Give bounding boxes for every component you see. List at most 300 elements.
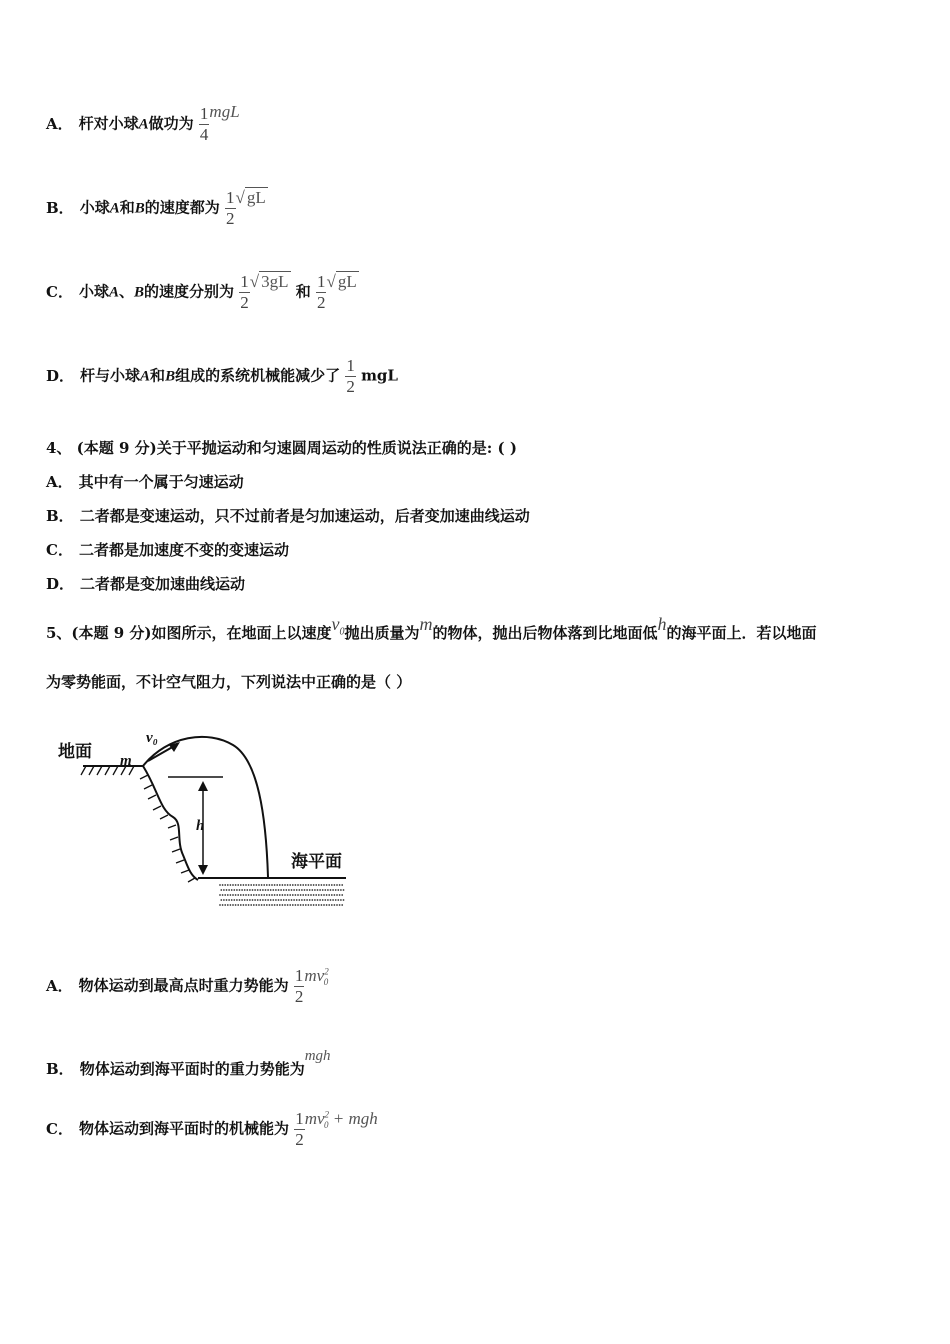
sea-dot — [261, 904, 263, 906]
sea-dot — [232, 894, 234, 896]
sea-dot — [232, 904, 234, 906]
sea-dot — [243, 884, 245, 886]
sea-dot — [291, 899, 293, 901]
sea-dot — [335, 889, 337, 891]
sea-dots — [219, 884, 344, 906]
sea-dot — [302, 884, 304, 886]
sea-dot — [235, 884, 237, 886]
sea-dot — [328, 894, 330, 896]
sea-dot — [308, 904, 310, 906]
sea-dot — [254, 889, 256, 891]
fraction: $\frac{1}{2}$ — [240, 272, 249, 312]
option-text: 小球 — [78, 282, 109, 301]
sea-dot — [287, 894, 289, 896]
sea-dot — [318, 884, 320, 886]
sea-dot — [266, 884, 268, 886]
fraction: $\frac{1}{4}$ — [199, 104, 209, 144]
sea-dot — [224, 904, 226, 906]
sea-dot — [232, 884, 234, 886]
q4-option-d: D． 二者都是变加速曲线运动 — [46, 575, 246, 593]
sea-dot — [254, 899, 256, 901]
sea-dot — [289, 904, 291, 906]
sea-dot — [230, 904, 232, 906]
sea-dot — [248, 894, 250, 896]
sea-dot — [276, 884, 278, 886]
sea-dot — [246, 889, 248, 891]
option-text: 和 — [150, 366, 166, 385]
sea-dot — [304, 899, 306, 901]
mass-symbol: m — [419, 614, 433, 634]
sea-dot — [271, 894, 273, 896]
sea-dot — [331, 894, 333, 896]
sea-dot — [308, 884, 310, 886]
sea-dot — [285, 889, 287, 891]
sea-dot — [271, 884, 273, 886]
q5-option-a: A． 物体运动到最高点时重力势能为 $\frac{1}{2}$ $mv^2_0$ — [46, 965, 329, 1006]
sea-dot — [220, 889, 222, 891]
sea-dot — [239, 899, 241, 901]
sea-dot — [328, 884, 330, 886]
sea-dot — [288, 889, 290, 891]
sea-dot — [272, 899, 274, 901]
sea-dot — [297, 884, 299, 886]
sea-dot — [305, 884, 307, 886]
sea-dot — [282, 904, 284, 906]
q4-stem: 4、 (本题 9 分)关于平抛运动和匀速圆周运动的性质说法正确的是: ( ) — [46, 439, 517, 457]
sea-dot — [289, 884, 291, 886]
math-expr: $mv^2_0$ + mgh — [304, 1108, 378, 1130]
sea-dot — [237, 884, 239, 886]
sea-dot — [326, 904, 328, 906]
sea-dot — [248, 884, 250, 886]
sea-dot — [227, 904, 229, 906]
sea-dot — [324, 889, 326, 891]
sea-dot — [337, 889, 339, 891]
q4-option-a: A． 其中有一个属于匀速运动 — [46, 473, 244, 491]
sea-dot — [266, 894, 268, 896]
sea-dot — [258, 894, 260, 896]
option-label: B． — [46, 198, 74, 217]
sea-dot — [243, 904, 245, 906]
sea-dot — [305, 894, 307, 896]
sea-dot — [240, 894, 242, 896]
sea-dot — [249, 899, 251, 901]
sea-dot — [319, 889, 321, 891]
sea-dot — [262, 889, 264, 891]
sea-dot — [252, 889, 254, 891]
sea-dot — [226, 889, 228, 891]
sea-dot — [314, 889, 316, 891]
sea-dot — [256, 894, 258, 896]
sea-dot — [240, 884, 242, 886]
sea-dot — [278, 889, 280, 891]
sea-dot — [339, 904, 341, 906]
sea-dot — [323, 884, 325, 886]
sea-dot — [275, 899, 277, 901]
sea-dot — [293, 889, 295, 891]
sea-dot — [341, 894, 343, 896]
sea-dot — [219, 904, 221, 906]
q4-option-c: C． 二者都是加速度不变的变速运动 — [46, 541, 289, 559]
var-a: A — [140, 368, 151, 385]
sea-dot — [280, 889, 282, 891]
sea-dot — [309, 899, 311, 901]
sea-dot — [252, 899, 254, 901]
fraction: $\frac{1}{2}$ — [295, 1109, 304, 1149]
sea-dot — [282, 894, 284, 896]
sea-dot — [306, 899, 308, 901]
sea-dot — [339, 894, 341, 896]
sea-dot — [308, 894, 310, 896]
cliff-face — [143, 766, 198, 880]
sea-dot — [263, 904, 265, 906]
sea-dot — [249, 889, 251, 891]
sea-dot — [276, 904, 278, 906]
var-a: A — [109, 200, 120, 217]
option-label: C． — [46, 282, 73, 301]
mass-label: m — [120, 753, 132, 769]
sea-label: 海平面 — [291, 852, 342, 872]
sea-dot — [228, 889, 230, 891]
sea-dot — [318, 904, 320, 906]
sea-dot — [258, 904, 260, 906]
sea-dot — [324, 899, 326, 901]
sea-dot — [253, 894, 255, 896]
sea-dot — [302, 894, 304, 896]
sea-dot — [230, 884, 232, 886]
sea-dot — [259, 899, 261, 901]
sea-dot — [341, 884, 343, 886]
fraction: $\frac{1}{2}$ — [316, 272, 326, 312]
sea-dot — [250, 894, 252, 896]
sea-dot — [337, 899, 339, 901]
sea-dot — [334, 884, 336, 886]
sea-dot — [272, 889, 274, 891]
sea-dot — [236, 899, 238, 901]
sea-dot — [300, 904, 302, 906]
sea-dot — [263, 884, 265, 886]
sea-dot — [339, 884, 341, 886]
q5-option-c: C． 物体运动到海平面时的机械能为 $\frac{1}{2}$ $mv^2_0$ + mgh — [46, 1108, 378, 1149]
sea-dot — [275, 889, 277, 891]
sea-dot — [274, 884, 276, 886]
sea-dot — [334, 894, 336, 896]
sea-dot — [289, 894, 291, 896]
sea-dot — [258, 884, 260, 886]
sea-dot — [296, 889, 298, 891]
sea-dot — [304, 889, 306, 891]
sea-dot — [282, 884, 284, 886]
sea-dot — [261, 884, 263, 886]
height-symbol: h — [657, 614, 667, 634]
sea-dot — [267, 899, 269, 901]
sea-dot — [319, 899, 321, 901]
sea-dot — [245, 904, 247, 906]
sea-dot — [241, 899, 243, 901]
sea-dot — [262, 899, 264, 901]
sea-dot — [222, 884, 224, 886]
var-b: B — [165, 368, 176, 385]
sea-dot — [292, 894, 294, 896]
sea-dot — [248, 904, 250, 906]
option-text: 和 — [295, 282, 311, 301]
sea-dot — [270, 899, 272, 901]
option-label: D． — [46, 366, 75, 385]
sea-dot — [291, 889, 293, 891]
option-text: 杆与小球 — [80, 366, 141, 385]
sea-dot — [278, 899, 280, 901]
sea-dot — [269, 904, 271, 906]
velocity-label: v₀ — [146, 730, 158, 746]
sea-dot — [227, 884, 229, 886]
sea-dot — [317, 899, 319, 901]
sea-dot — [296, 899, 298, 901]
option-text: 的速度分别为 — [144, 282, 235, 301]
sea-dot — [235, 894, 237, 896]
q5-stem-line2: 为零势能面，不计空气阻力，下列说法中正确的是（ ） — [46, 673, 412, 691]
sea-dot — [279, 884, 281, 886]
sea-dot — [331, 884, 333, 886]
sea-dot — [261, 894, 263, 896]
sea-dot — [237, 904, 239, 906]
sea-dot — [285, 899, 287, 901]
sea-dot — [301, 899, 303, 901]
sea-dot — [310, 894, 312, 896]
sea-dot — [250, 904, 252, 906]
sea-dot — [305, 904, 307, 906]
q5-option-b: B． 物体运动到海平面时的重力势能为mgh — [46, 1048, 331, 1078]
sea-dot — [228, 899, 230, 901]
sqrt-expr: √ gL — [235, 187, 266, 207]
sea-dot — [257, 899, 259, 901]
sea-dot — [292, 884, 294, 886]
sea-dot — [283, 889, 285, 891]
cliff-projectile-figure — [48, 705, 358, 940]
sea-dot — [334, 904, 336, 906]
option-text: 杆对小球 — [78, 114, 139, 133]
sea-dot — [227, 894, 229, 896]
sea-dot — [253, 884, 255, 886]
sea-dot — [271, 904, 273, 906]
sea-dot — [276, 894, 278, 896]
var-b: B — [134, 284, 145, 301]
sea-dot — [274, 894, 276, 896]
sea-dot — [269, 884, 271, 886]
sea-dot — [295, 884, 297, 886]
sea-dot — [239, 889, 241, 891]
sea-dot — [287, 884, 289, 886]
fraction: $\frac{1}{2}$ — [226, 188, 235, 228]
sea-dot — [233, 889, 235, 891]
sea-dot — [295, 894, 297, 896]
sea-dot — [306, 889, 308, 891]
math-expr: $mv^2_0$ — [304, 965, 329, 987]
sea-dot — [311, 889, 313, 891]
sea-dot — [302, 904, 304, 906]
sea-dot — [340, 899, 342, 901]
sea-dot — [336, 894, 338, 896]
var-a: A — [138, 116, 149, 133]
sea-dot — [266, 904, 268, 906]
sea-dot — [223, 889, 225, 891]
sea-dot — [300, 884, 302, 886]
sea-dot — [253, 904, 255, 906]
sea-dot — [224, 894, 226, 896]
sea-dot — [284, 904, 286, 906]
sea-dot — [256, 884, 258, 886]
q3-option-d — [46, 356, 398, 397]
sea-dot — [220, 899, 222, 901]
sea-dot — [265, 899, 267, 901]
sea-dot — [295, 904, 297, 906]
height-arrowhead-up — [198, 781, 208, 791]
sea-dot — [236, 889, 238, 891]
sea-dot — [269, 894, 271, 896]
sea-dot — [222, 894, 224, 896]
q5-stem-line1: 5、(本题 9 分)如图所示，在地面上以速度$v_0$抛出质量为m的物体，抛出后物体落到比地面低h的海平面上．若以地面 — [46, 614, 817, 642]
sea-dot — [343, 899, 345, 901]
sea-dot — [323, 894, 325, 896]
sea-dot — [327, 889, 329, 891]
sea-dot — [256, 904, 258, 906]
sea-dot — [244, 899, 246, 901]
sea-dot — [298, 889, 300, 891]
sea-dot — [240, 904, 242, 906]
sea-dot — [270, 889, 272, 891]
sea-dot — [332, 889, 334, 891]
sea-dot — [310, 904, 312, 906]
sea-dot — [274, 904, 276, 906]
sea-dot — [257, 889, 259, 891]
sea-dot — [222, 904, 224, 906]
sea-dot — [297, 904, 299, 906]
option-text: 做功为 — [148, 114, 194, 133]
sea-dot — [332, 899, 334, 901]
sea-dot — [315, 884, 317, 886]
sea-dot — [297, 894, 299, 896]
sea-dot — [317, 889, 319, 891]
sea-dot — [259, 889, 261, 891]
sea-dot — [322, 889, 324, 891]
option-text: 小球 — [79, 198, 110, 217]
sea-dot — [250, 884, 252, 886]
option-text: 组成的系统机械能减少了 — [175, 366, 341, 385]
sea-dot — [336, 904, 338, 906]
sea-dot — [246, 899, 248, 901]
sea-dot — [219, 884, 221, 886]
sea-dot — [340, 889, 342, 891]
sea-dot — [288, 899, 290, 901]
sea-dot — [224, 884, 226, 886]
sea-dot — [328, 904, 330, 906]
fraction: $\frac{1}{2}$ — [294, 966, 304, 1006]
sea-dot — [313, 884, 315, 886]
sea-dot — [219, 894, 221, 896]
sea-dot — [287, 904, 289, 906]
sea-dot — [335, 899, 337, 901]
q4-option-b: B． 二者都是变速运动，只不过前者是匀加速运动，后者变加速曲线运动 — [46, 507, 530, 525]
sea-dot — [284, 894, 286, 896]
sea-dot — [326, 884, 328, 886]
sea-dot — [315, 904, 317, 906]
sea-dot — [341, 904, 343, 906]
sea-dot — [327, 899, 329, 901]
sea-dot — [331, 904, 333, 906]
q3-option-b — [46, 188, 268, 229]
var-a: A — [108, 284, 119, 301]
sea-dot — [322, 899, 324, 901]
sea-dot — [321, 884, 323, 886]
sqrt-expr: √ gL — [326, 271, 357, 291]
sea-dot — [321, 894, 323, 896]
sea-dot — [237, 894, 239, 896]
sea-dot — [321, 904, 323, 906]
ground-label: 地面 — [58, 742, 92, 762]
q3-option-a — [46, 101, 240, 145]
sea-dot — [243, 894, 245, 896]
sea-dot — [223, 899, 225, 901]
math-expr: mgL — [209, 101, 240, 121]
sea-dot — [280, 899, 282, 901]
sea-dot — [300, 894, 302, 896]
sea-dot — [245, 894, 247, 896]
sea-dot — [235, 904, 237, 906]
sea-dot — [301, 889, 303, 891]
sea-dot — [298, 899, 300, 901]
sea-dot — [330, 899, 332, 901]
trajectory-curve — [143, 737, 268, 877]
option-label: A． — [46, 114, 73, 133]
option-text: mgL — [361, 366, 398, 385]
q3-option-c — [46, 272, 359, 313]
sea-dot — [336, 884, 338, 886]
sea-dot — [226, 899, 228, 901]
var-b: B — [134, 200, 145, 217]
option-text: 的速度都为 — [144, 198, 220, 217]
sea-dot — [263, 894, 265, 896]
sea-dot — [231, 889, 233, 891]
sea-dot — [283, 899, 285, 901]
sea-dot — [323, 904, 325, 906]
sea-dot — [343, 889, 345, 891]
math-expr: mgh — [304, 1048, 331, 1064]
option-text: 、 — [118, 282, 134, 301]
sea-dot — [318, 894, 320, 896]
sea-dot — [314, 899, 316, 901]
sea-dot — [313, 894, 315, 896]
sea-dot — [230, 894, 232, 896]
sea-dot — [326, 894, 328, 896]
height-label: h — [196, 818, 205, 834]
option-text: 和 — [119, 198, 135, 217]
sea-dot — [233, 899, 235, 901]
sea-dot — [292, 904, 294, 906]
sea-dot — [311, 899, 313, 901]
sea-dot — [241, 889, 243, 891]
sea-dot — [313, 904, 315, 906]
sea-dot — [284, 884, 286, 886]
velocity-symbol: $v_0$ — [331, 614, 345, 638]
fraction: $\frac{1}{2}$ — [346, 356, 355, 396]
sea-dot — [279, 894, 281, 896]
sea-dot — [265, 889, 267, 891]
sea-dot — [245, 884, 247, 886]
sea-dot — [244, 889, 246, 891]
sea-dot — [309, 889, 311, 891]
sea-dot — [279, 904, 281, 906]
sea-dot — [310, 884, 312, 886]
sea-dot — [330, 889, 332, 891]
